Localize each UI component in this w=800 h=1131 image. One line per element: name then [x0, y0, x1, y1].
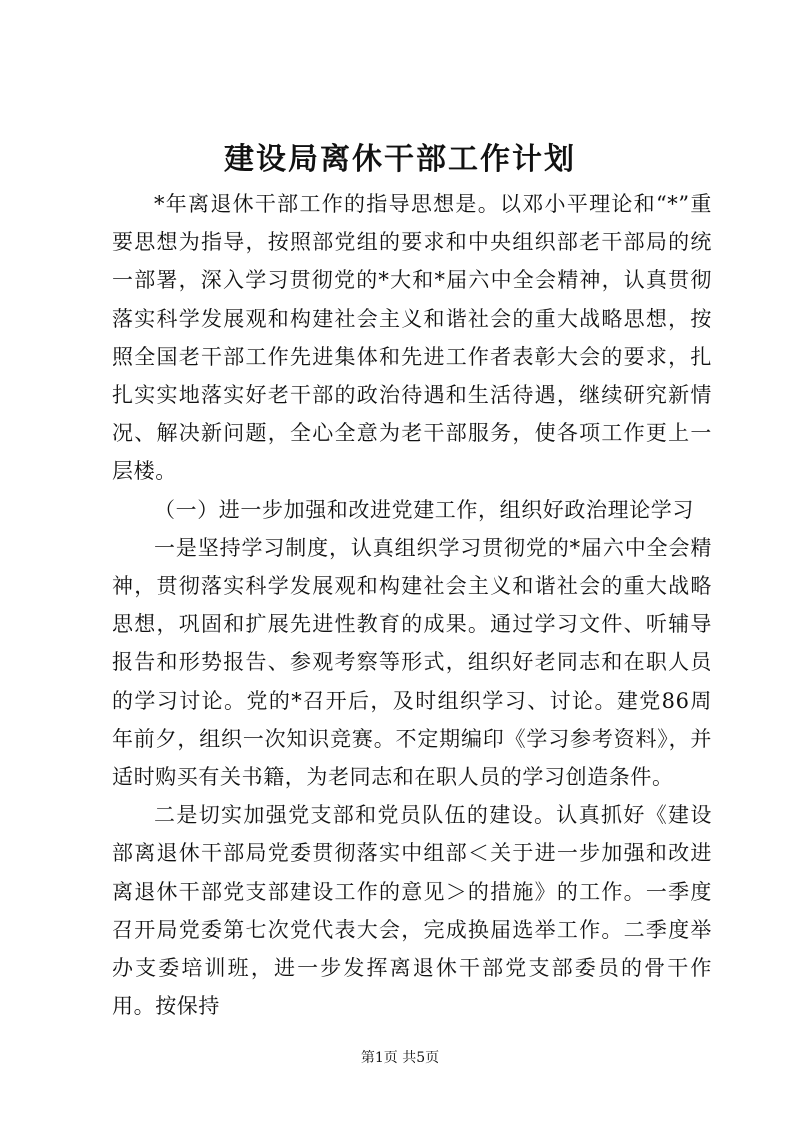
page-number-footer: 第1页 共5页 — [360, 1050, 440, 1066]
document-body — [112, 185, 712, 1025]
document-title: 建设局离休干部工作计划 — [224, 142, 576, 177]
paragraph-study-system: 一是坚持学习制度，认真组织学习贯彻党的*届六中全会精神，贯彻落实科学发展观和构建社会主义和谐社会的重大战略思想，巩固和扩展先进性教育的成果。通过学习文件、听辅导报告和形势报告、参观考察等形式，组织好老同志和在职人员的学习讨论。党的*召开后，及时组织学习、讨论。建党86周年前夕，组织一次知识竞赛。不定期编印《学习参考资料》，并适时购买有关书籍，为老同志和在职人员的学习创造条件。 — [112, 535, 712, 790]
paragraph-branch-building: 二是切实加强党支部和党员队伍的建设。认真抓好《建设部离退休干部局党委贯彻落实中组部＜关于进一步加强和改进离退休干部党支部建设工作的意见＞的措施》的工作。一季度召开局党委第七次党代表大会，完成换届选举工作。二季度举办支委培训班，进一步发挥离退休干部党支部委员的骨干作用。按保持 — [112, 803, 712, 1019]
paragraph-guiding-ideology: *年离退休干部工作的指导思想是。以邓小平理论和“*”重要思想为指导，按照部党组的要求和中央组织部老干部局的统一部署，深入学习贯彻党的*大和*届六中全会精神，认真贯彻落实科学发展观和构建社会主义和谐社会的重大战略思想，按照全国老干部工作先进集体和先进工作者表彰大会的要求，扎扎实实地落实好老干部的政治待遇和生活待遇，继续研究新情况、解决新问题，全心全意为老干部服务，使各项工作更上一层楼。 — [112, 192, 712, 484]
section-heading-party-building: （一）进一步加强和改进党建工作，组织好政治理论学习 — [154, 497, 694, 522]
